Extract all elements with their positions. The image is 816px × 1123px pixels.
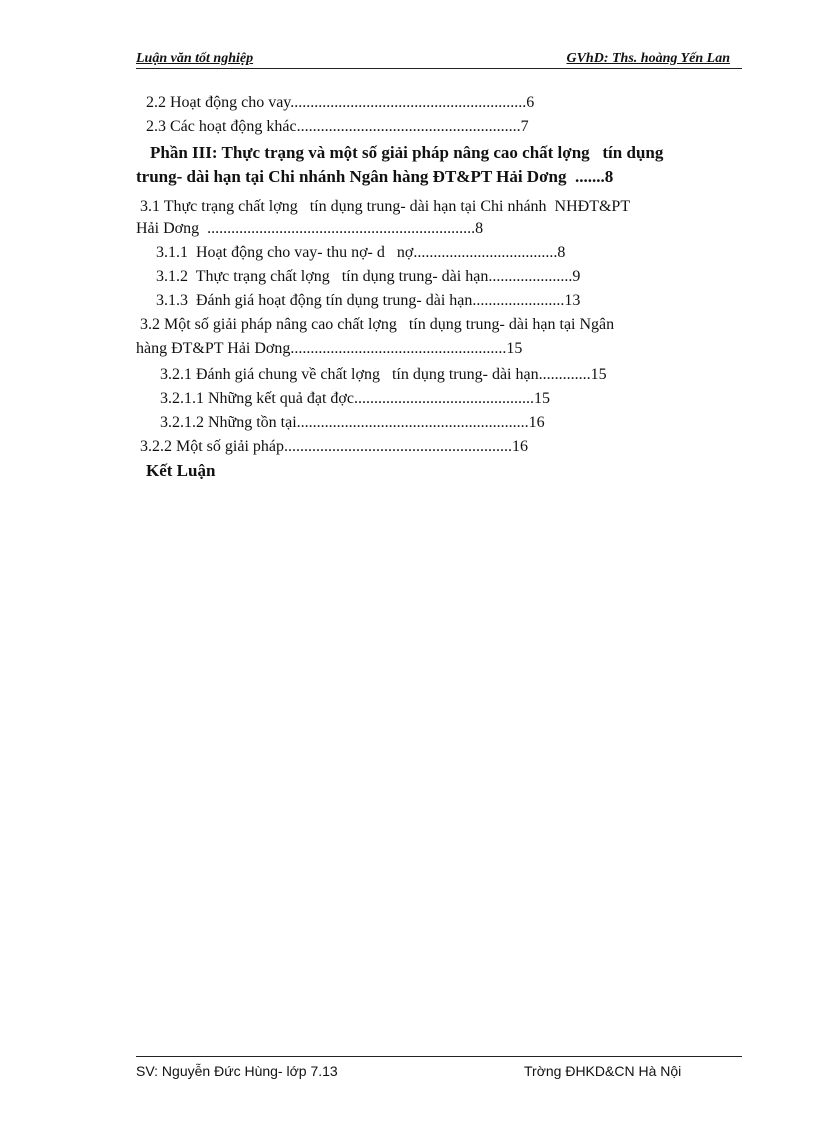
header-advisor: GVhD: Ths. hoàng Yến Lan (566, 51, 730, 66)
toc-entry-3-2-1-1: 3.2.1.1 Những kết quả đạt đợc.............................................15 (160, 390, 550, 407)
header-thesis-label: Luận văn tốt nghiệp (136, 51, 254, 66)
toc-entry-3-1-3: 3.1.3 Đánh giá hoạt động tín dụng trung- dài hạn.......................13 (156, 292, 581, 309)
toc-entry-2-2: 2.2 Hoạt động cho vay...........................................................6 (146, 94, 535, 111)
footer-student: SV: Nguyễn Đức Hùng- lớp 7.13 (136, 1063, 338, 1079)
toc-entry-3-2-line-2: hàng ĐT&PT Hải Dơng......................................................15 (136, 340, 523, 357)
toc-entry-3-2-1-2: 3.2.1.2 Những tồn tại..........................................................16 (160, 414, 545, 431)
toc-entry-3-1-2: 3.1.2 Thực trạng chất lợng tín dụng trung- dài hạn.....................9 (156, 268, 581, 285)
toc-entry-2-3: 2.3 Các hoạt động khác........................................................7 (146, 118, 529, 135)
toc-entry-part-3-line-2: trung- dài hạn tại Chi nhánh Ngân hàng ĐT&PT Hải Dơng .......8 (136, 167, 614, 186)
toc-entry-3-1-line-2: Hải Dơng ...................................................................8 (136, 220, 484, 237)
page-header (136, 50, 742, 69)
page-footer (136, 1056, 742, 1079)
footer-university: Trờng ĐHKD&CN Hà Nội (524, 1063, 682, 1079)
toc-entry-3-1-line-1: 3.1 Thực trạng chất lợng tín dụng trung- dài hạn tại Chi nhánh NHĐT&PT (140, 198, 631, 215)
toc-entry-3-2-2: 3.2.2 Một số giải pháp.........................................................16 (140, 438, 528, 455)
toc-entry-3-2-1: 3.2.1 Đánh giá chung về chất lợng tín dụng trung- dài hạn.............15 (160, 366, 607, 383)
toc-entry-3-1-1: 3.1.1 Hoạt động cho vay- thu nợ- d nợ....................................8 (156, 244, 566, 261)
toc-entry-conclusion: Kết Luận (146, 461, 216, 480)
toc-entry-3-2-line-1: 3.2 Một số giải pháp nâng cao chất lợng tín dụng trung- dài hạn tại Ngân (140, 316, 615, 333)
toc-entry-part-3-line-1: Phần III: Thực trạng và một số giải pháp nâng cao chất lợng tín dụng (150, 143, 664, 162)
